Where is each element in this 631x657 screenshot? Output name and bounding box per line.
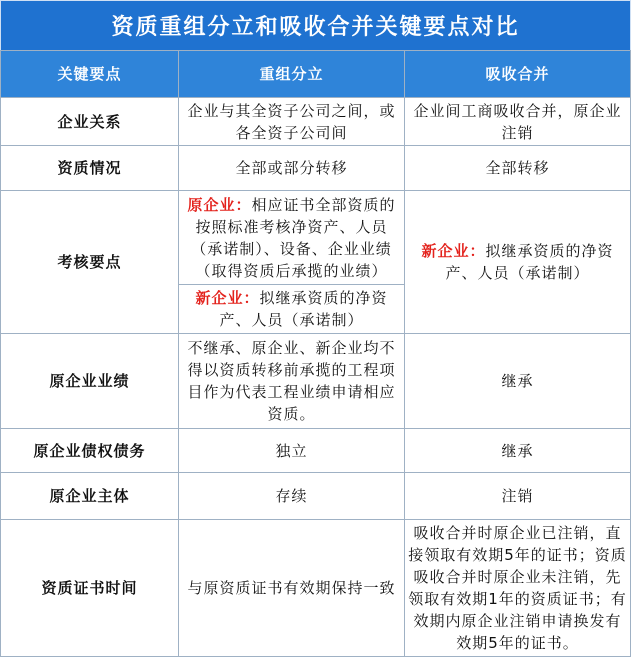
row-split-text: 独立 <box>275 441 308 460</box>
original-enterprise-label: 原企业： <box>187 195 252 214</box>
row-merge-cell <box>405 520 630 656</box>
header-split-label: 重组分立 <box>259 65 324 83</box>
row-key-cell <box>1 98 178 145</box>
row-key-cell <box>1 191 178 333</box>
header-merge-label: 吸收合并 <box>485 65 550 83</box>
row-split-text: 与原资质证书有效期保持一致 <box>187 579 396 597</box>
row-split-cell <box>179 520 404 656</box>
row-key-cell <box>1 334 178 428</box>
row-merge-text: 吸收合并时原企业已注销，直接领取有效期5年的证书；资质吸收合并时原企业未注销，先领取有效期1年的资质证书；有效期内原企业注销申请换发有效期5年的证书。 <box>408 524 627 652</box>
page-title <box>0 0 631 50</box>
row-split-text: 不继承、原企业、新企业均不得以资质转移前承揽的工程项目作为代表工程业绩申请相应资质。 <box>187 339 396 423</box>
row-merge-text: 企业间工商吸收合并，原企业注销 <box>413 101 622 142</box>
original-enterprise-detail: 相应证书全部资质的按照标准考核净资产、人员（承诺制）、设备、企业业绩（取得资质后承揽的业绩） <box>191 195 396 280</box>
new-enterprise-detail: 拟继承资质的净资产、人员（承诺制） <box>445 242 614 282</box>
header-key-point <box>1 51 178 97</box>
row-split-text: 企业与其全资子公司之间，或各全资子公司间 <box>187 101 396 142</box>
row-key-label: 原企业债权债务 <box>33 441 146 460</box>
new-enterprise-label: 新企业： <box>195 289 260 307</box>
row-merge-text: 注销 <box>501 487 534 505</box>
row-split-cell <box>179 473 404 519</box>
header-split <box>179 51 404 97</box>
row-merge-cell <box>405 334 630 428</box>
row-key-label: 原企业主体 <box>49 487 130 505</box>
row-merge-cell <box>405 146 630 190</box>
comparison-table <box>0 50 631 657</box>
split-original-enterprise-text <box>181 194 402 282</box>
row-merge-text: 全部转移 <box>485 159 550 177</box>
row-key-label: 考核要点 <box>57 253 122 271</box>
row-split-cell <box>179 334 404 428</box>
row-key-cell <box>1 520 178 656</box>
row-split-cell <box>179 146 404 190</box>
row-split-cell <box>179 429 404 472</box>
page-title-text: 资质重组分立和吸收合并关键要点对比 <box>111 15 520 40</box>
new-enterprise-detail: 拟继承资质的净资产、人员（承诺制） <box>219 289 388 329</box>
row-split-text: 存续 <box>275 487 308 505</box>
row-merge-cell <box>405 429 630 472</box>
row-merge-text: 继承 <box>501 441 534 460</box>
header-merge <box>405 51 630 97</box>
row-split-cell <box>179 98 404 145</box>
split-original-enterprise-cell <box>179 191 404 284</box>
merge-new-enterprise-text <box>407 240 628 284</box>
split-new-enterprise-cell <box>179 285 404 333</box>
row-key-label: 企业关系 <box>57 112 122 131</box>
row-key-label: 资质情况 <box>57 159 122 177</box>
new-enterprise-label: 新企业： <box>421 242 486 260</box>
header-key-point-label: 关键要点 <box>57 65 122 83</box>
row-merge-cell <box>405 98 630 145</box>
row-key-cell <box>1 429 178 472</box>
row-key-cell <box>1 473 178 519</box>
row-merge-text: 继承 <box>501 372 534 390</box>
row-split-text: 全部或部分转移 <box>235 159 348 177</box>
row-key-label: 原企业业绩 <box>49 372 130 390</box>
split-new-enterprise-text <box>181 287 402 331</box>
row-key-label: 资质证书时间 <box>41 579 138 597</box>
row-key-cell <box>1 146 178 190</box>
merge-new-enterprise-cell <box>405 191 630 333</box>
row-merge-cell <box>405 473 630 519</box>
